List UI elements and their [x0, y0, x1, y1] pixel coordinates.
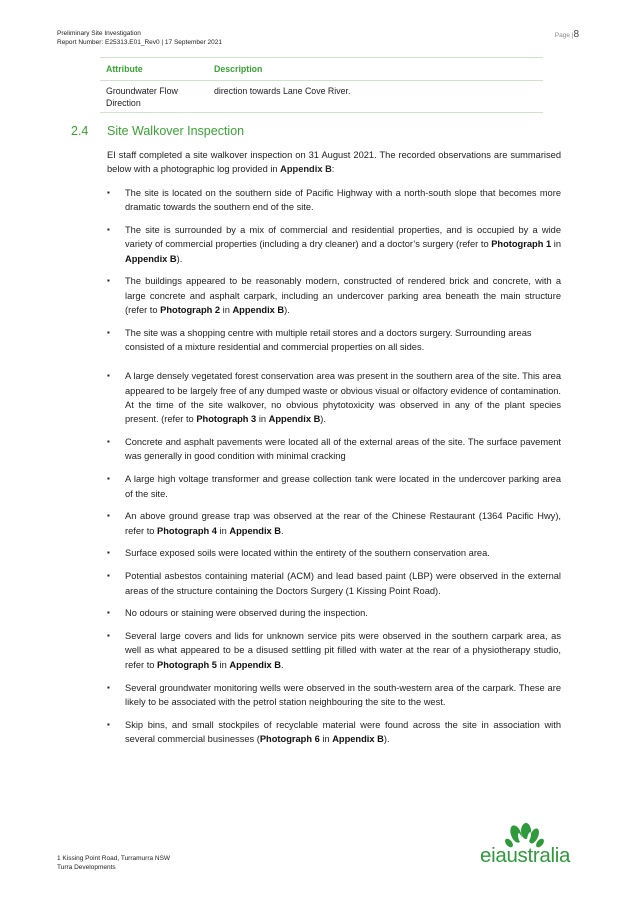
- page-footer: [57, 855, 170, 872]
- report-number: Report Number: E25313.E01_Rev0 | 17 September 2021: [57, 38, 223, 46]
- bullet-icon: ▪: [107, 571, 110, 581]
- list-item: [107, 509, 561, 538]
- text-run: in: [319, 733, 333, 744]
- list-item: [107, 546, 561, 560]
- section-heading: [71, 124, 244, 138]
- text-run: A large densely vegetated forest conservation area was present in the southern area of the site. This area appeared to be largely free of any dumped waste or obvious visual or olfactory evidence of contamination. At the time of the site walkover, no obvious phytotoxicity was observed in any of the plant species present. (refer to: [125, 371, 561, 425]
- text-run: ).: [320, 414, 326, 425]
- company-logo-text: eiaustralia: [480, 844, 571, 867]
- page-number-block: [555, 29, 579, 40]
- bold-reference: Appendix B: [125, 253, 177, 264]
- text-run: in: [220, 305, 233, 316]
- list-item: [107, 569, 561, 598]
- bold-reference: Photograph 1: [491, 239, 552, 250]
- report-title: Preliminary Site Investigation: [57, 30, 141, 37]
- table-cell-attribute: Groundwater Flow Direction: [100, 81, 208, 113]
- bold-reference: Appendix B: [229, 525, 282, 536]
- table-header-description: Description: [208, 58, 543, 81]
- bold-reference: Photograph 6: [259, 733, 320, 744]
- list-item: [107, 186, 561, 215]
- table-cell-description: direction towards Lane Cove River.: [208, 81, 543, 113]
- bullet-icon: ▪: [107, 474, 110, 484]
- bullet-icon: ▪: [107, 225, 110, 235]
- bullet-icon: ▪: [107, 631, 110, 641]
- section-title: Site Walkover Inspection: [107, 124, 245, 138]
- bullet-icon: ▪: [107, 511, 110, 521]
- table-header-row: [100, 58, 543, 81]
- section-intro-paragraph: [107, 148, 561, 176]
- list-item: [107, 369, 561, 426]
- bullet-icon: ▪: [107, 682, 110, 692]
- text-run: EI staff completed a site walkover inspection on 31 August 2021. The recorded observations are summarised below with a photographic log provided in: [107, 150, 561, 174]
- bold-reference: Appendix B: [232, 305, 285, 316]
- text-run: in: [256, 414, 269, 425]
- text-run: :: [331, 164, 335, 174]
- page-number: 8: [573, 29, 579, 40]
- table-row: [100, 81, 543, 113]
- footer-address: 1 Kissing Point Road, Turramurra NSW: [57, 855, 171, 862]
- bullet-icon: ▪: [107, 188, 110, 197]
- list-item: [107, 718, 561, 747]
- text-run: Concrete and asphalt pavements were located all of the external areas of the site. The surface pavement was generally in good condition with minimal cracking: [125, 437, 561, 462]
- text-run: The site was a shopping centre with multiple retail stores and a doctors surgery. Surrounding areas consisted of a mixture residential and commercial properties on all sides.: [125, 327, 532, 353]
- bullet-icon: ▪: [107, 276, 110, 286]
- page-label: Page |: [554, 32, 574, 39]
- report-header: [57, 30, 222, 47]
- list-item: [107, 472, 561, 501]
- bullet-icon: ▪: [107, 327, 110, 337]
- table-header-attribute: Attribute: [100, 58, 208, 81]
- text-run: Several groundwater monitoring wells were observed in the south-western area of the carpark. These are likely to be associated with the petrol station neighbouring the site to the west.: [125, 682, 561, 707]
- text-run: Surface exposed soils were located within the entirety of the southern conservation area.: [125, 548, 490, 559]
- text-run: ).: [176, 253, 183, 264]
- bold-reference: Photograph 2: [160, 305, 221, 316]
- bullet-icon: ▪: [107, 548, 110, 558]
- list-item: [107, 606, 561, 620]
- bullet-icon: ▪: [107, 437, 110, 447]
- bullet-icon: ▪: [107, 371, 110, 381]
- bold-reference: Photograph 3: [196, 414, 257, 425]
- list-item: [107, 223, 561, 266]
- bold-reference: Photograph 4: [157, 525, 217, 536]
- text-run: An above ground grease trap was observed at the rear of the Chinese Restaurant (1364 Pacific Hwy), refer to: [125, 511, 561, 536]
- list-item: [107, 326, 561, 355]
- text-run: No odours or staining were observed during the inspection.: [125, 608, 368, 619]
- text-run: ).: [284, 305, 290, 316]
- text-run: ).: [383, 733, 390, 744]
- section-number: 2.4: [71, 124, 89, 138]
- text-run: Several large covers and lids for unknown service pits were observed in the southern carpark area, as well as what appeared to be a disused settling pit filled with water at the rear of a physiotherapy studio, refer to: [125, 631, 561, 670]
- text-run: .: [281, 525, 284, 536]
- text-run: A large high voltage transformer and grease collection tank were located in the undercover parking area of the site.: [125, 474, 561, 499]
- text-run: in: [551, 239, 561, 250]
- bold-reference: Photograph 5: [157, 659, 217, 670]
- bold-reference: Appendix B: [332, 733, 384, 744]
- bold-reference: Appendix B: [268, 414, 321, 425]
- text-run: Skip bins, and small stockpiles of recyclable material were found across the site in association with several commercial businesses (: [125, 719, 561, 744]
- list-item: [107, 435, 561, 464]
- observation-list: [107, 186, 561, 755]
- text-run: .: [281, 659, 284, 670]
- text-run: in: [216, 659, 230, 670]
- text-run: The buildings appeared to be reasonably modern, constructed of rendered brick and concrete, with a large concrete and asphalt carpark, including an undercover parking area beneath the main structure (refer to: [125, 276, 561, 316]
- list-item: [107, 274, 561, 317]
- text-run: in: [216, 525, 230, 536]
- text-run: The site is surrounded by a mix of commercial and residential properties, and is occupied by a wide variety of commercial properties (including a dry cleaner) and a doctor’s surgery (refer to: [125, 225, 561, 250]
- text-run: Potential asbestos containing material (ACM) and lead based paint (LBP) were observed in the external areas of the structure containing the Doctors Surgery (1 Kissing Point Road).: [125, 571, 561, 596]
- footer-client: Turra Developments: [57, 863, 116, 871]
- bullet-icon: ▪: [107, 719, 110, 729]
- bold-reference: Appendix B: [280, 164, 332, 174]
- bold-reference: Appendix B: [229, 659, 282, 670]
- list-item: [107, 681, 561, 710]
- bullet-icon: ▪: [107, 608, 110, 618]
- text-run: The site is located on the southern side of Pacific Highway with a north-south slope that becomes more dramatic towards the southern end of the site.: [125, 188, 561, 213]
- attribute-table: [100, 57, 543, 113]
- list-item: [107, 629, 561, 672]
